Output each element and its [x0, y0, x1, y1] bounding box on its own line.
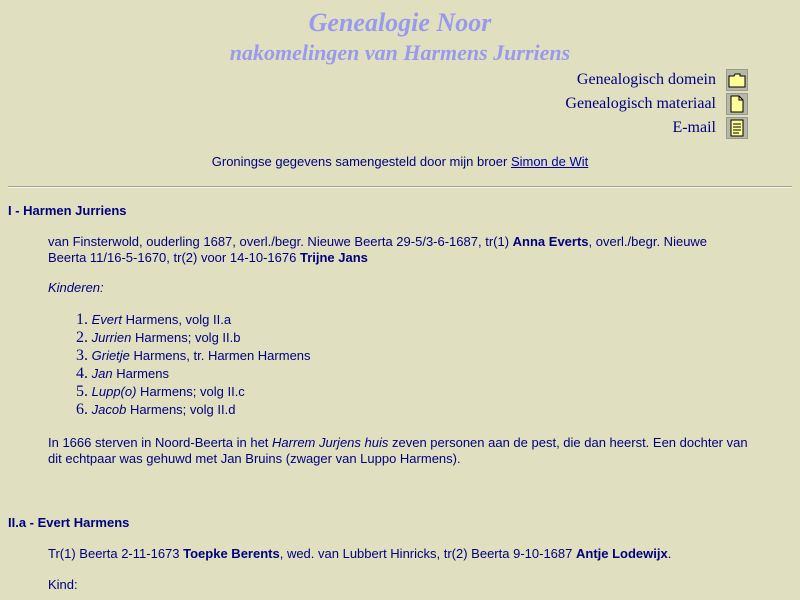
child-name: Jan — [91, 366, 113, 381]
list-number: 6. — [76, 401, 88, 418]
note-text: zeven personen aan de pest, die dan heerst. Een dochter van dit echtpaar was gehuwd met Jan Bruins (zwager van Luppo Harmens). — [48, 435, 748, 466]
child-info: Harmens, tr. Harmen Harmens — [129, 348, 311, 363]
bio-text: , overl./begr. Nieuwe Beerta 11/16-5-1670, tr(2) voor 14-10-1676 — [48, 234, 708, 265]
nav-label-email[interactable]: E-mail — [672, 119, 716, 136]
list-item-text — [88, 347, 311, 365]
child-info: Harmens, volg II.a — [121, 312, 232, 327]
bio-text: van Finsterwold, ouderling 1687, overl./begr. Nieuwe Beerta 29-5/3-6-1687, tr(1) — [48, 234, 510, 249]
child-name: Grietje — [91, 348, 130, 363]
nav-label-domein[interactable]: Genealogisch domein — [576, 71, 716, 88]
child-info: Harmens — [112, 366, 169, 381]
list-item-text — [88, 311, 231, 329]
bio-text: Tr(1) Beerta 2-11-1673 — [48, 546, 180, 561]
credit-line — [0, 154, 800, 169]
harmen-biography — [48, 234, 748, 266]
list-item — [48, 365, 311, 383]
evert-biography — [48, 546, 748, 562]
list-number: 4. — [76, 365, 88, 382]
list-item — [48, 329, 311, 347]
note-text: In 1666 sterven in Noord-Beerta in het — [48, 435, 269, 450]
child-info: Harmens; volg II.b — [131, 330, 241, 345]
list-item — [48, 347, 311, 365]
child-name: Evert — [91, 312, 122, 327]
house-name: Harrem Jurjens huis — [272, 435, 389, 450]
credit-link[interactable]: Simon de Wit — [510, 154, 589, 169]
nav-item-materiaal[interactable] — [565, 92, 748, 116]
spouse-name: Anna Everts — [512, 234, 589, 249]
list-number: 5. — [76, 383, 88, 400]
nav-label-materiaal[interactable]: Genealogisch materiaal — [565, 95, 716, 112]
divider — [8, 186, 792, 188]
page-subtitle: nakomelingen van Harmens Jurriens — [229, 40, 571, 65]
children-list — [48, 311, 311, 419]
list-item-text — [88, 401, 235, 419]
nav-item-domein[interactable] — [565, 68, 748, 92]
child-name: Lupp(o) — [91, 384, 137, 399]
list-number: 2. — [76, 329, 88, 346]
nav-item-email[interactable] — [565, 116, 748, 140]
bio-text: . — [667, 546, 672, 561]
spouse-name: Toepke Berents — [183, 546, 280, 561]
spouse-name: Trijne Jans — [299, 250, 368, 265]
notepad-icon[interactable] — [726, 117, 748, 139]
section-heading-harmen: I - Harmen Jurriens — [8, 203, 127, 218]
kinderen-label: Kinderen: — [48, 280, 104, 295]
list-item — [48, 401, 311, 419]
nav-menu — [565, 68, 748, 140]
page-title: Genealogie Noor — [308, 8, 492, 37]
list-item — [48, 383, 311, 401]
list-item-text — [88, 329, 240, 347]
child-info: Harmens; volg II.c — [136, 384, 245, 399]
list-item-text — [88, 383, 245, 401]
document-icon[interactable] — [726, 93, 748, 115]
folder-icon[interactable] — [726, 69, 748, 91]
child-name: Jacob — [91, 402, 127, 417]
child-info: Harmens; volg II.d — [126, 402, 236, 417]
list-number: 3. — [76, 347, 88, 364]
pest-note — [48, 435, 748, 467]
kind-label: Kind: — [48, 577, 78, 592]
section-heading-evert: II.a - Evert Harmens — [8, 515, 130, 530]
spouse-name: Antje Lodewijx — [575, 546, 668, 561]
list-number: 1. — [76, 311, 88, 328]
bio-text: , wed. van Lubbert Hinricks, tr(2) Beerta 9-10-1687 — [279, 546, 573, 561]
credit-text: Groningse gegevens samengesteld door mijn broer — [211, 154, 508, 169]
list-item — [48, 311, 311, 329]
list-item-text — [88, 365, 169, 383]
child-name: Jurrien — [91, 330, 132, 345]
